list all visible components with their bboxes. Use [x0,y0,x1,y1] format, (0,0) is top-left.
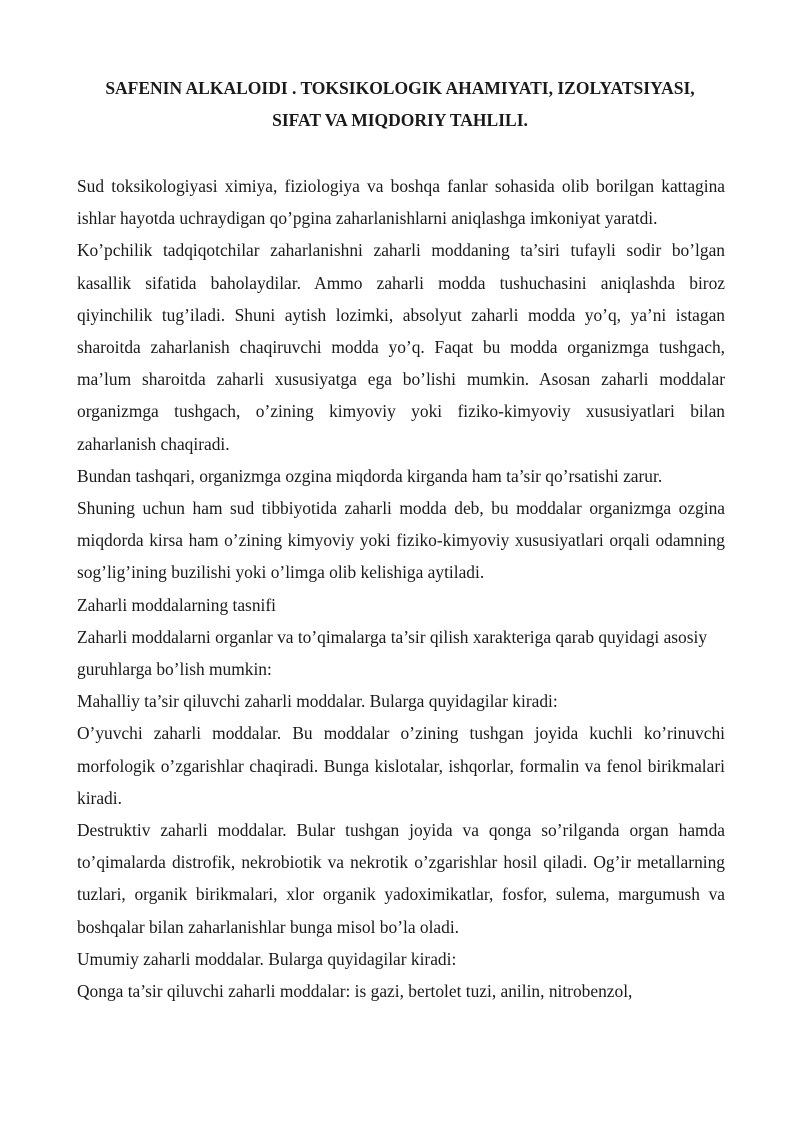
section-heading: Zaharli moddalarning tasnifi [77,594,276,615]
paragraph: Zaharli moddalarni organlar va to’qimalarga ta’sir qilish xarakteriga qarab quyidagi asosiy guruhlarga bo’lish mumkin: [77,626,708,680]
paragraph: Umumiy zaharli moddalar. Bularga quyidagilar kiradi: [77,948,457,969]
paragraph: Shuning uchun ham sud tibbiyotida zaharli modda deb, bu moddalar organizmga ozgina miqdorda kirsa ham o’zining kimyoviy yoki fiziko-kimyoviy xususiyatlari orqali odamning sog’lig’ining buzilishi yoki o’limga olib kelishiga aytiladi. [77,498,725,583]
paragraph: Sud toksikologiyasi ximiya, fiziologiya va boshqa fanlar sohasida olib borilgan kattagina ishlar hayotda uchraydigan qo’pgina zaharlanishlarni aniqlashga imkoniyat yaratdi. [77,176,725,229]
paragraph: Mahalliy ta’sir qiluvchi zaharli moddalar. Bularga quyidagilar kiradi: [77,691,558,712]
paragraph: Ko’pchilik tadqiqotchilar zaharlanishni zaharli moddaning ta’siri tufayli sodir bo’lgan kasallik sifatida baholaydilar. Ammo zaharli modda tushuchasini aniqlashda biroz qiyinchilik tug’iladi. Shuni aytish lozimki, absolyut zaharli modda yo’q, ya’ni istagan sharoitda zaharlanish chaqiruvchi modda yo’q. Faqat bu modda organizmga tushgach, ma’lum sharoitda zaharli xususiyatga ega bo’lishi mumkin. Asosan zaharli moddalar organizmga tushgach, o’zining kimyoviy yoki fiziko-kimyoviy xususiyatlari bilan zaharlanish chaqiradi. [77,240,725,454]
paragraph: Destruktiv zaharli moddalar. Bular tushgan joyida va qonga so’rilganda organ hamda to’qimalarda distrofik, nekrobiotik va nekrotik o’zgarishlar hosil qiladi. Og’ir metallarning tuzlari, organik birikmalari, xlor organik yadoximikatlar, fosfor, sulema, margumush va boshqalar bilan zaharlanishlar bunga misol bo’la oladi. [77,820,725,937]
document-title-line-1: SAFENIN ALKALOIDI . TOKSIKOLOGIK AHAMIYATI, IZOLYATSIYASI, [105,78,695,98]
document-body [77,170,725,1007]
paragraph: Qonga ta’sir qiluvchi zaharli moddalar: is gazi, bertolet tuzi, anilin, nitrobenzol, [77,981,633,1002]
document-title-line-2: SIFAT VA MIQDORIY TAHLILI. [272,110,528,130]
paragraph: Bundan tashqari, organizmga ozgina miqdorda kirganda ham ta’sir qo’rsatishi zarur. [77,465,663,486]
paragraph: O’yuvchi zaharli moddalar. Bu moddalar o’zining tushgan joyida kuchli ko’rinuvchi morfologik o’zgarishlar chaqiradi. Bunga kislotalar, ishqorlar, formalin va fenol birikmalari kiradi. [77,723,725,808]
